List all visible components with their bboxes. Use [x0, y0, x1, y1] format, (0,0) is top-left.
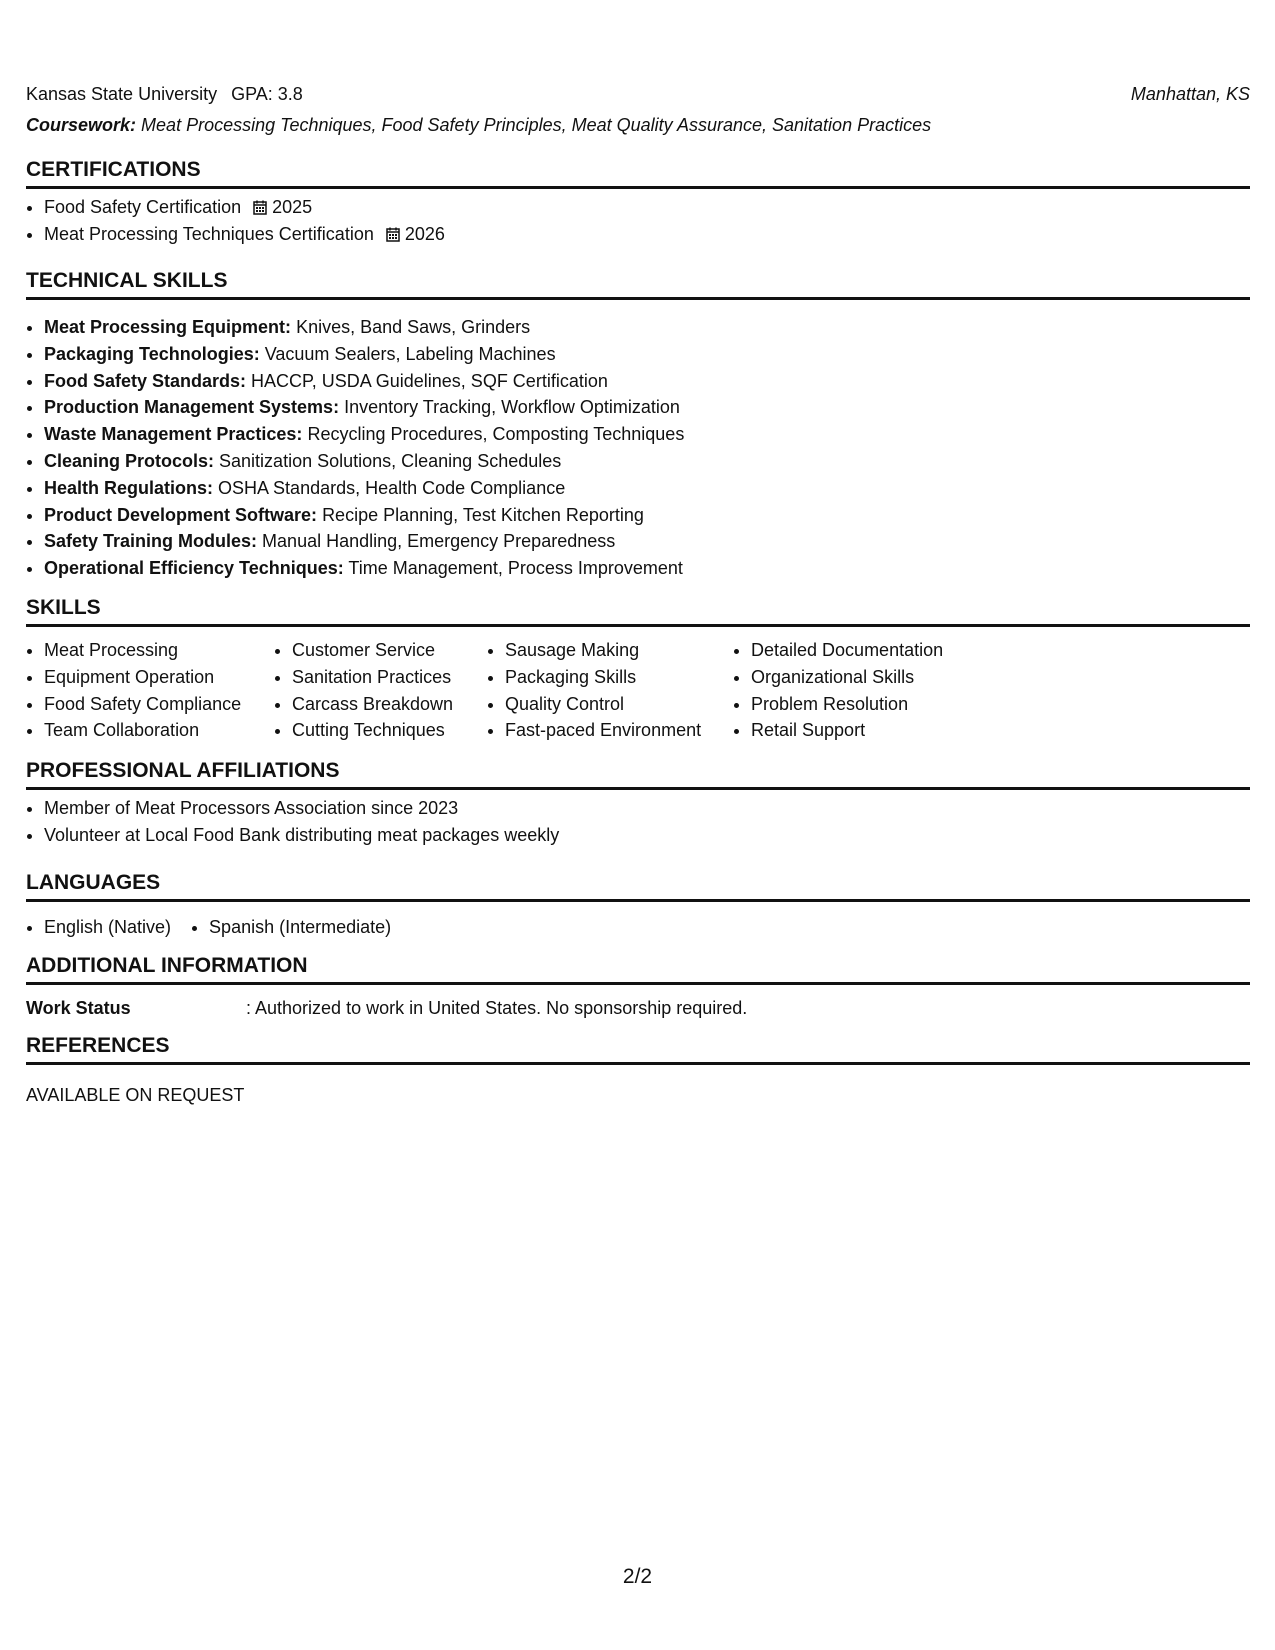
skill-category: Safety Training Modules:: [44, 531, 258, 552]
skill-category: Waste Management Practices:: [44, 424, 303, 445]
skill-values: Inventory Tracking, Workflow Optimization: [344, 397, 680, 418]
skill-category: Cleaning Protocols:: [44, 450, 215, 471]
list-item: [44, 194, 445, 221]
skill-values: OSHA Standards, Health Code Compliance: [218, 477, 566, 498]
list-item: • Member of Meat Processors Association since 2023: [44, 795, 559, 822]
skills-column: [733, 637, 981, 744]
skill-category: Product Development Software:: [44, 504, 318, 525]
skill-category: Production Management Systems:: [44, 397, 340, 418]
work-status-row: [26, 998, 747, 1019]
list-item: [44, 368, 684, 395]
section-title-affiliations: PROFESSIONAL AFFILIATIONS: [26, 758, 1250, 790]
list-item: • Meat Processing: [44, 637, 274, 664]
list-item: • Sausage Making: [505, 637, 733, 664]
skill-category: Health Regulations:: [44, 477, 214, 498]
skill-category: Operational Efficiency Techniques:: [44, 558, 344, 579]
section-title-skills: SKILLS: [26, 595, 1250, 627]
work-status-label: Work Status: [26, 998, 131, 1018]
certifications-list: [26, 194, 445, 248]
list-item: • Carcass Breakdown: [292, 691, 487, 718]
list-item: • Problem Resolution: [751, 691, 981, 718]
list-item: [44, 555, 684, 582]
section-title-references: REFERENCES: [26, 1033, 1250, 1065]
coursework-list: Meat Processing Techniques, Food Safety Principles, Meat Quality Assurance, Sanitation Practices: [141, 115, 932, 135]
coursework: [26, 115, 931, 136]
skills-column: [274, 637, 487, 744]
skill-category: Packaging Technologies:: [44, 343, 260, 364]
section-title-languages: LANGUAGES: [26, 870, 1250, 902]
skill-values: Time Management, Process Improvement: [348, 558, 683, 579]
work-status-value: : Authorized to work in United States. No sponsorship required.: [246, 998, 748, 1018]
list-item: [44, 221, 445, 248]
list-item: • Retail Support: [751, 717, 981, 744]
skill-category: Food Safety Standards:: [44, 370, 247, 391]
references-text: AVAILABLE ON REQUEST: [26, 1085, 245, 1105]
list-item: [44, 394, 684, 421]
list-item: [44, 314, 684, 341]
languages-list: [26, 917, 391, 938]
section-title-technical-skills: TECHNICAL SKILLS: [26, 268, 1250, 300]
education-row: [26, 84, 1250, 108]
certification-year: 2026: [404, 223, 445, 244]
skill-values: Manual Handling, Emergency Preparedness: [262, 531, 616, 552]
list-item: [44, 448, 684, 475]
list-item: • Equipment Operation: [44, 664, 274, 691]
list-item: • Team Collaboration: [44, 717, 274, 744]
list-item: • Food Safety Compliance: [44, 691, 274, 718]
section-title-certifications: CERTIFICATIONS: [26, 157, 1250, 189]
skill-values: Recycling Procedures, Composting Techniques: [307, 424, 685, 445]
list-item: [44, 421, 684, 448]
list-item: [44, 475, 684, 502]
skill-values: Knives, Band Saws, Grinders: [296, 317, 531, 337]
list-item: • English (Native): [44, 917, 171, 938]
skill-values: Recipe Planning, Test Kitchen Reporting: [322, 504, 644, 525]
list-item: • Fast-paced Environment: [505, 717, 733, 744]
education-location: Manhattan, KS: [1130, 84, 1250, 104]
skills-column: [487, 637, 733, 744]
certification-name: Meat Processing Techniques Certification: [44, 223, 374, 244]
list-item: • Sanitation Practices: [292, 664, 487, 691]
university-name: Kansas State University: [26, 84, 218, 104]
coursework-label: Coursework:: [26, 115, 137, 135]
list-item: • Detailed Documentation: [751, 637, 981, 664]
list-item: • Volunteer at Local Food Bank distributing meat packages weekly: [44, 822, 559, 849]
affiliations-list: [26, 795, 559, 849]
list-item: • Cutting Techniques: [292, 717, 487, 744]
gpa: GPA: 3.8: [231, 84, 303, 104]
list-item: • Spanish (Intermediate): [209, 917, 391, 938]
section-title-additional-information: ADDITIONAL INFORMATION: [26, 953, 1250, 985]
skills-grid: [26, 637, 981, 744]
list-item: • Quality Control: [505, 691, 733, 718]
list-item: [44, 502, 684, 529]
certification-name: Food Safety Certification: [44, 197, 242, 217]
list-item: • Packaging Skills: [505, 664, 733, 691]
calendar-icon: [386, 227, 400, 242]
skills-column: [26, 637, 274, 744]
list-item: • Customer Service: [292, 637, 487, 664]
skill-values: Vacuum Sealers, Labeling Machines: [264, 343, 556, 364]
list-item: [44, 341, 684, 368]
skill-values: Sanitization Solutions, Cleaning Schedules: [219, 450, 562, 471]
page-number: 2/2: [622, 1565, 653, 1588]
list-item: [44, 528, 684, 555]
skill-values: HACCP, USDA Guidelines, SQF Certification: [251, 370, 608, 391]
list-item: • Organizational Skills: [751, 664, 981, 691]
calendar-icon: [253, 200, 267, 215]
technical-skills-list: [26, 314, 684, 582]
certification-year: 2025: [272, 197, 313, 217]
skill-category: Meat Processing Equipment:: [44, 317, 292, 337]
